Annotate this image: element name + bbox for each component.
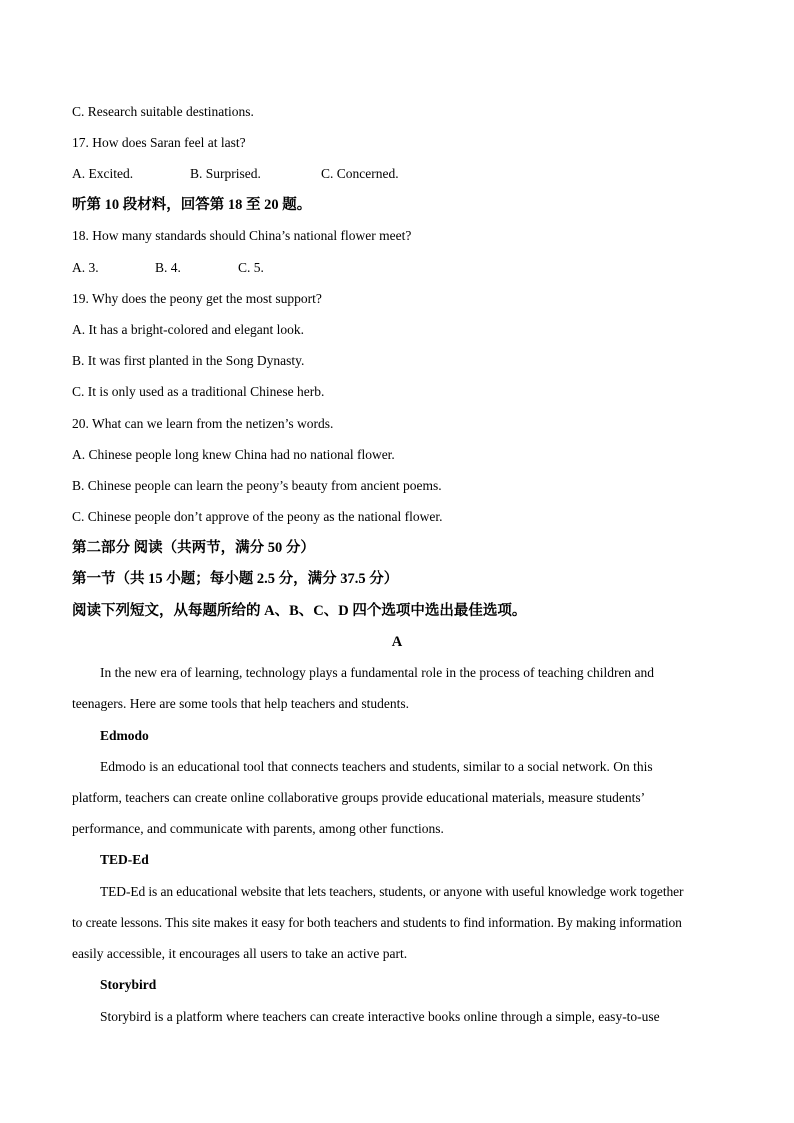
storybird-title: Storybird [100, 977, 157, 992]
q18-options [0, 260, 794, 276]
q17-option-a: A. Excited. [72, 166, 134, 181]
ted-ed-line-2: to create lessons. This site makes it easy for both teachers and students to find information. By making information [72, 915, 682, 930]
ted-ed-line-3: easily accessible, it encourages all users to take an active part. [72, 946, 408, 961]
ted-ed-title: TED-Ed [100, 852, 149, 867]
edmodo-line-2: platform, teachers can create online collaborative groups provide educational materials, measure students’ [72, 790, 646, 805]
edmodo-line-1: Edmodo is an educational tool that connects teachers and students, similar to a social network. On this [100, 759, 653, 774]
q20-option-a: A. Chinese people long knew China had no national flower. [72, 447, 395, 462]
q17-options [0, 166, 794, 182]
q18-option-c: C. 5. [238, 260, 264, 275]
q18-question: 18. How many standards should China’s national flower meet? [72, 228, 412, 243]
edmodo-line-3: performance, and communicate with parents, among other functions. [72, 821, 444, 836]
q20-option-c: C. Chinese people don’t approve of the peony as the national flower. [72, 509, 443, 524]
q16-option-c: C. Research suitable destinations. [72, 104, 254, 119]
passage-intro-line-2: teenagers. Here are some tools that help teachers and students. [72, 696, 409, 711]
q19-option-c: C. It is only used as a traditional Chinese herb. [72, 384, 325, 399]
q19-option-b: B. It was first planted in the Song Dynasty. [72, 353, 305, 368]
section1-heading: 第一节（共 15 小题；每小题 2.5 分，满分 37.5 分） [72, 571, 399, 587]
q18-option-b: B. 4. [155, 260, 181, 275]
q17-option-c: C. Concerned. [321, 166, 399, 181]
q20-question: 20. What can we learn from the netizen’s words. [72, 416, 334, 431]
storybird-line-1: Storybird is a platform where teachers can create interactive books online through a simple, easy-to-use [100, 1009, 660, 1024]
ted-ed-line-1: TED-Ed is an educational website that lets teachers, students, or anyone with useful knowledge work together [100, 884, 684, 899]
reading-instructions: 阅读下列短文，从每题所给的 A、B、C、D 四个选项中选出最佳选项。 [72, 603, 527, 619]
q19-option-a: A. It has a bright-colored and elegant look. [72, 322, 305, 337]
q17-option-b: B. Surprised. [190, 166, 261, 181]
q18-option-a: A. 3. [72, 260, 99, 275]
edmodo-title: Edmodo [100, 728, 149, 743]
q17-question: 17. How does Saran feel at last? [72, 135, 246, 150]
section10-heading: 听第 10 段材料，回答第 18 至 20 题。 [72, 197, 312, 213]
q20-option-b: B. Chinese people can learn the peony’s beauty from ancient poems. [72, 478, 442, 493]
passage-intro-line-1: In the new era of learning, technology plays a fundamental role in the process of teaching children and [100, 665, 655, 680]
passage-label: A [391, 634, 403, 650]
q19-question: 19. Why does the peony get the most support? [72, 291, 322, 306]
part2-heading: 第二部分 阅读（共两节，满分 50 分） [72, 540, 315, 556]
